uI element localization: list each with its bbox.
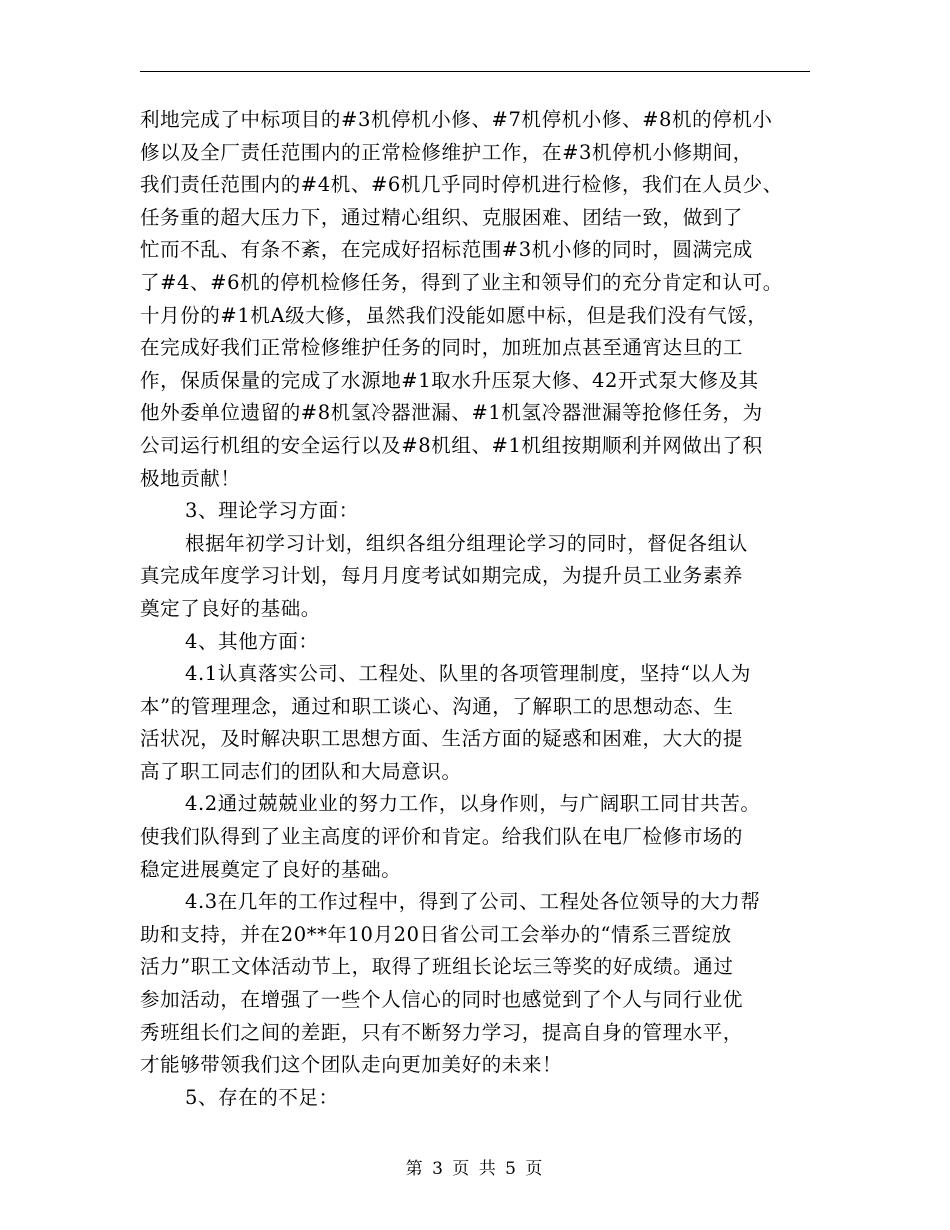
text-line: 4.1认真落实公司、工程处、队里的各项管理制度，坚持“以人为 (185, 662, 751, 686)
text-line: 他外委单位遗留的#8机氢冷器泄漏、#1机氢冷器泄漏等抢修任务，为 (140, 401, 763, 425)
text-line: 4.3在几年的工作过程中，得到了公司、工程处各位领导的大力帮 (185, 890, 761, 914)
text-line: 高了职工同志们的团队和大局意识。 (140, 759, 462, 783)
text-line: 极地贡献！ (140, 466, 241, 490)
text-line: 利地完成了中标项目的#3机停机小修、#7机停机小修、#8机的停机小 (140, 108, 773, 131)
text-line: 奠定了良好的基础。 (140, 596, 321, 620)
text-line: 活力”职工文体活动节上，取得了班组长论坛三等奖的好成绩。通过 (140, 955, 734, 979)
text-line: 根据年初学习计划，组织各组分组理论学习的同时，督促各组认 (185, 531, 748, 555)
text-line: 助和支持，并在20**年10月20日省公司工会举办的“情系三晋绽放 (140, 922, 732, 946)
header-rule (140, 71, 810, 72)
text-line: 参加活动，在增强了一些个人信心的同时也感觉到了个人与同行业优 (140, 988, 744, 1012)
text-line: 在完成好我们正常检修维护任务的同时，加班加点甚至通宵达旦的工 (140, 336, 744, 360)
text-line: 4、其他方面： (185, 629, 319, 653)
document-body (140, 104, 815, 1114)
text-line: 修以及全厂责任范围内的正常检修维护工作，在#3机停机小修期间， (140, 140, 753, 164)
text-line: 活状况，及时解决职工思想方面、生活方面的疑惑和困难，大大的提 (140, 727, 744, 751)
page-footer: 第 3 页 共 5 页 (405, 1159, 545, 1179)
text-line: 使我们队得到了业主高度的评价和肯定。给我们队在电厂检修市场的 (140, 825, 744, 849)
text-line: 本”的管理理念，通过和职工谈心、沟通，了解职工的思想动态、生 (140, 694, 734, 718)
text-line: 5、存在的不足： (185, 1085, 339, 1109)
text-line: 我们责任范围内的#4机、#6机几乎同时停机进行检修，我们在人员少、 (140, 173, 783, 197)
text-line: 任务重的超大压力下，通过精心组织、克服困难、团结一致，做到了 (140, 205, 744, 229)
text-line: 公司运行机组的安全运行以及#8机组、#1机组按期顺利并网做出了积 (140, 433, 763, 457)
text-line: 真完成年度学习计划，每月月度考试如期完成，为提升员工业务素养 (140, 564, 744, 588)
text-line: 才能够带领我们这个团队走向更加美好的未来！ (140, 1053, 563, 1077)
text-line: 作，保质保量的完成了水源地#1取水升压泵大修、42开式泵大修及其 (140, 368, 759, 392)
text-line: 稳定进展奠定了良好的基础。 (140, 857, 402, 881)
text-line: 4.2通过兢兢业业的努力工作，以身作则，与广阔职工同甘共苦。 (185, 792, 761, 816)
text-line: 了#4、#6机的停机检修任务，得到了业主和领导们的充分肯定和认可。 (140, 270, 783, 294)
text-line: 秀班组长们之间的差距，只有不断努力学习，提高自身的管理水平， (140, 1020, 744, 1044)
text-line: 3、理论学习方面： (185, 499, 359, 523)
text-line: 十月份的#1机A级大修，虽然我们没能如愿中标，但是我们没有气馁， (140, 303, 768, 327)
text-line: 忙而不乱、有条不紊，在完成好招标范围#3机小修的同时，圆满完成 (140, 238, 753, 262)
